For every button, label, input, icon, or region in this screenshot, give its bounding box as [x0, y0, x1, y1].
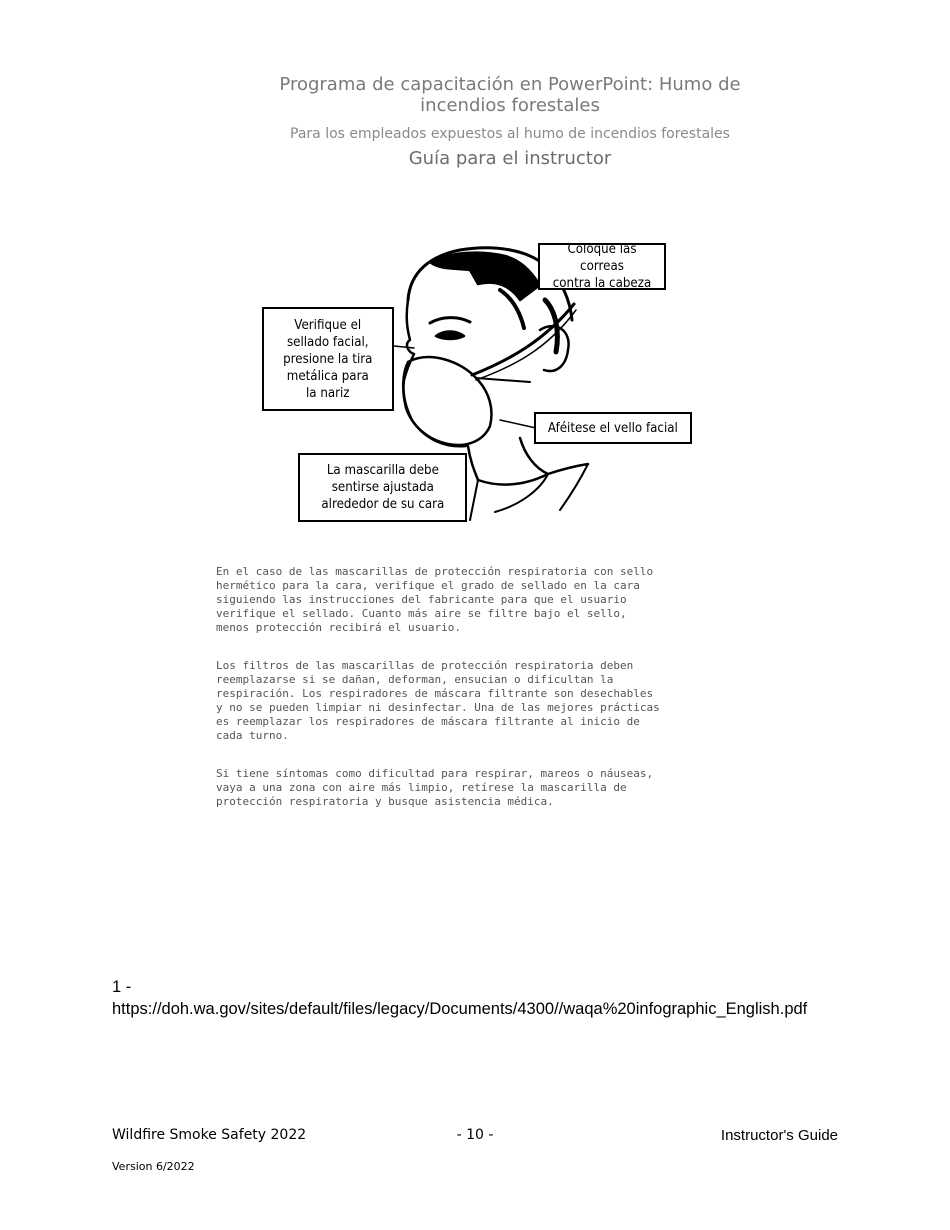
- callout-face-seal-text: Verifique el sellado facial, presione la tira metálica para la nariz: [283, 316, 373, 401]
- mask-cup: [403, 357, 491, 445]
- callout-fit: [298, 453, 467, 522]
- footer-page-number: - 10 -: [456, 1127, 494, 1143]
- body-paragraph: En el caso de las mascarillas de protección respiratoria con sello hermético para la cara, verifique el grado de sellado en la cara siguiendo las instrucciones del fabricante para que el usuario verifique el sellado. Cuanto más aire se filtre bajo el sello, menos protección recibirá el usuario.: [216, 565, 654, 634]
- guide-heading: Guía para el instructor: [408, 148, 612, 169]
- eye: [436, 332, 464, 340]
- footer-version: Version 6/2022: [112, 1160, 195, 1173]
- callout-straps-text: Coloque las correas contra la cabeza: [552, 241, 652, 291]
- body-paragraph: Los filtros de las mascarillas de protección respiratoria deben reemplazarse si se dañan, deforman, ensucian o dificultan la respiración. Los respiradores de máscara filtrante son desechables y no se pueden limpiar ni desinfectar. Una de las mejores prácticas es reemplazar los respiradores de máscara filtrante al inicio de cada turno.: [216, 659, 660, 742]
- body-paragraph: Si tiene síntomas como dificultad para respirar, mareos o náuseas, vaya a una zona con aire más limpio, retírese la mascarilla de protección respiratoria y busque asistencia médica.: [216, 767, 654, 808]
- neck: [468, 446, 478, 480]
- callout-shave-text: Aféitese el vello facial: [548, 419, 678, 436]
- hair-fill: [430, 253, 540, 300]
- collar: [478, 464, 588, 485]
- footnote-number: 1 -: [112, 978, 132, 996]
- respirator-illustration: [0, 0, 950, 560]
- footer-course-title: Wildfire Smoke Safety 2022: [112, 1127, 307, 1143]
- callout-face-seal: [262, 307, 394, 411]
- callout-shave: [534, 412, 692, 444]
- footer-guide-label: Instructor's Guide: [720, 1127, 838, 1144]
- body-text: [216, 551, 736, 833]
- eyebrow: [430, 318, 470, 323]
- page-title: Programa de capacitación en PowerPoint: Humo de incendios forestales: [279, 74, 741, 116]
- callout-fit-text: La mascarilla debe sentirse ajustada alrededor de su cara: [321, 462, 444, 512]
- callout-straps: [538, 243, 666, 290]
- footnote-url[interactable]: https://doh.wa.gov/sites/default/files/legacy/Documents/4300//waqa%20infographic_English.pdf: [112, 1000, 808, 1018]
- page-subtitle: Para los empleados expuestos al humo de incendios forestales: [290, 126, 730, 142]
- footnote: [112, 976, 807, 1020]
